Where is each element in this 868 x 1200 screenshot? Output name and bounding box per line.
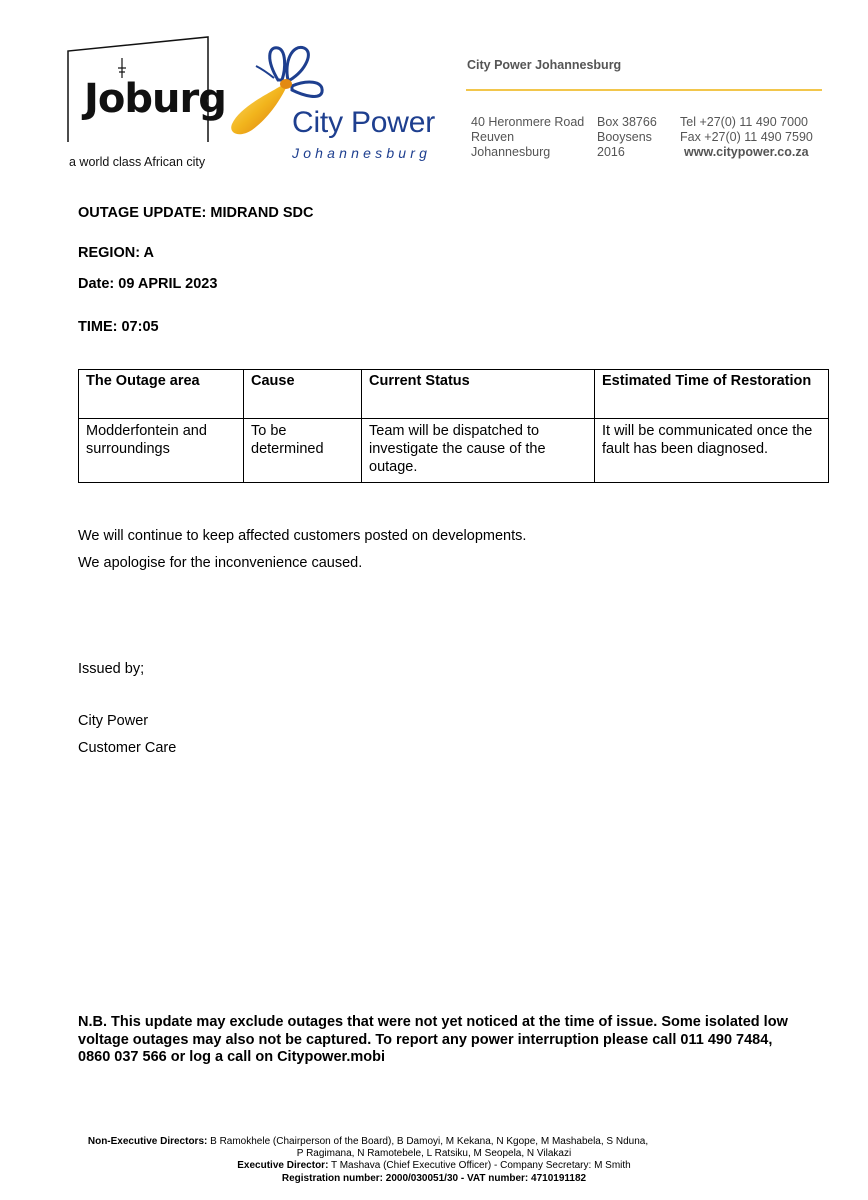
- table-row: [79, 419, 829, 483]
- tower-icon: [118, 58, 126, 78]
- header-divider: [466, 89, 822, 91]
- issuer-department: Customer Care: [78, 740, 177, 756]
- city-power-subtitle: Johannesburg: [292, 145, 432, 161]
- apology-paragraph: We apologise for the inconvenience caused.: [78, 555, 363, 571]
- region: REGION: A: [78, 245, 154, 261]
- column-header: Current Status: [362, 370, 595, 419]
- contact-details: [680, 115, 813, 160]
- date: Date: 09 APRIL 2023: [78, 276, 218, 292]
- city-power-name: City Power: [292, 106, 436, 139]
- issuer-name: City Power: [78, 713, 149, 729]
- cause-cell: To be determined: [244, 419, 362, 483]
- update-title: OUTAGE UPDATE: MIDRAND SDC: [78, 205, 314, 221]
- outage-table: [78, 369, 829, 483]
- issued-by-label: Issued by;: [78, 661, 145, 677]
- footer-text: T Mashava (Chief Executive Officer) - Company Secretary: M Smith: [331, 1160, 631, 1171]
- fax: Fax +27(0) 11 490 7590: [680, 130, 813, 144]
- outage-area-cell: Modderfontein and surroundings: [79, 419, 244, 483]
- address-line: 40 Heronmere Road: [471, 115, 585, 129]
- footer-nonexec-line1: [0, 1136, 802, 1149]
- status-cell: Team will be dispatched to investigate the cause of the outage.: [362, 419, 595, 483]
- joburg-tagline: a world class African city: [69, 155, 206, 169]
- column-header: Estimated Time of Restoration: [595, 370, 829, 419]
- postal-line: 2016: [597, 145, 625, 159]
- footer-label: Non-Executive Directors:: [87, 1136, 208, 1147]
- time: TIME: 07:05: [78, 319, 159, 335]
- column-header: The Outage area: [79, 370, 244, 419]
- postal-address: [597, 115, 657, 160]
- footer-exec-line: [0, 1160, 868, 1173]
- address-line: Reuven: [471, 130, 515, 144]
- address-line: Johannesburg: [471, 145, 551, 159]
- restoration-cell: It will be communicated once the fault has been diagnosed.: [595, 419, 829, 483]
- street-address: [471, 115, 584, 160]
- footer-nonexec-line2: P Ragimana, N Ramotebele, L Ratsiku, M Seopela, N Vilakazi: [296, 1148, 572, 1159]
- table-header-row: [79, 370, 829, 419]
- website-link[interactable]: www.citypower.co.za: [684, 145, 809, 159]
- postal-line: Box 38766: [597, 115, 657, 129]
- company-title: City Power Johannesburg: [467, 58, 622, 72]
- footer-text: B Ramokhele (Chairperson of the Board), B Damoyi, M Kekana, N Kgope, M Mashabela, S Nduna,: [210, 1136, 649, 1147]
- joburg-wordmark: Joburg: [84, 76, 226, 122]
- column-header: Cause: [244, 370, 362, 419]
- footer-label: Executive Director:: [237, 1160, 329, 1171]
- update-paragraph: We will continue to keep affected customers posted on developments.: [78, 528, 527, 544]
- telephone: Tel +27(0) 11 490 7000: [680, 115, 808, 129]
- postal-line: Booysens: [597, 130, 652, 144]
- notice-note: N.B. This update may exclude outages that were not yet noticed at the time of issue. Some isolated low voltage outages may also not be captured. To report any power interruption please call 011 490 7484, 0860 037 566 or log a call on Citypower.mobi: [78, 1014, 788, 1065]
- footer-registration: Registration number: 2000/030051/30 - VAT number: 4710191182: [281, 1173, 587, 1184]
